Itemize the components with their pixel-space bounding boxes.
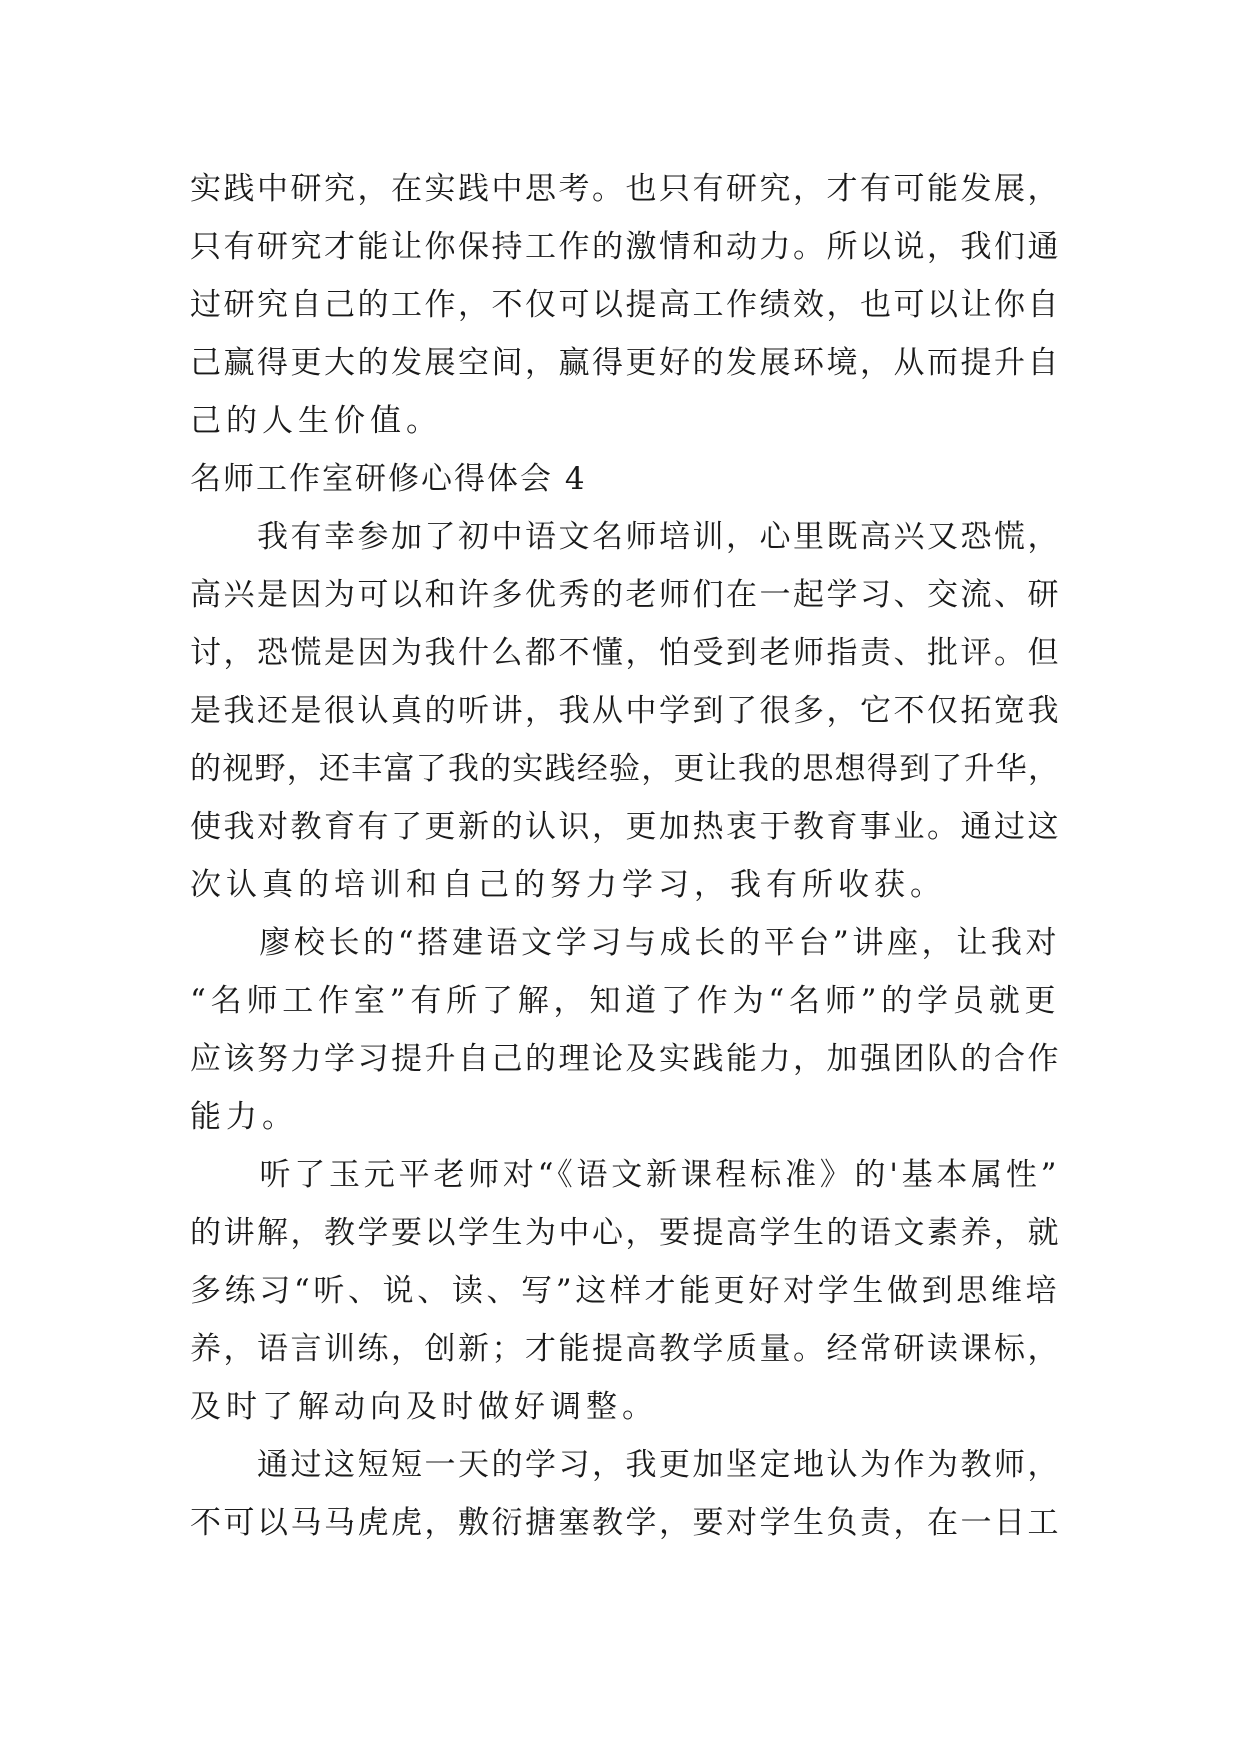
text-line: 能力。 — [190, 1099, 298, 1135]
text-line: 是我还是很认真的听讲，我从中学到了很多，它不仅拓宽我 — [190, 693, 1061, 729]
text-line: 高兴是因为可以和许多优秀的老师们在一起学习、交流、研 — [190, 577, 1061, 613]
text-line: 的讲解，教学要以学生为中心，要提高学生的语文素养，就 — [190, 1215, 1061, 1251]
text-line: 通过这短短一天的学习，我更加坚定地认为作为教师， — [190, 1447, 1061, 1483]
text-line: 实践中研究，在实践中思考。也只有研究，才有可能发展， — [190, 171, 1061, 207]
text-line: 多练习“听、说、读、写”这样才能更好对学生做到思维培 — [190, 1273, 1060, 1309]
section-heading: 名师工作室研修心得体会 4 — [190, 461, 587, 497]
text-line: 养，语言训练，创新；才能提高教学质量。经常研读课标， — [190, 1331, 1061, 1367]
text-line: 的视野，还丰富了我的实践经验，更让我的思想得到了升华， — [190, 751, 1060, 787]
text-line: 及时了解动向及时做好调整。 — [190, 1389, 658, 1425]
text-line: 次认真的培训和自己的努力学习，我有所收获。 — [190, 867, 946, 903]
text-line: 我有幸参加了初中语文名师培训，心里既高兴又恐慌， — [190, 519, 1061, 555]
text-line: “名师工作室”有所了解，知道了作为“名师”的学员就更 — [190, 983, 1060, 1019]
text-line: 过研究自己的工作，不仅可以提高工作绩效，也可以让你自 — [190, 287, 1061, 323]
text-line: 讨，恐慌是因为我什么都不懂，怕受到老师指责、批评。但 — [190, 635, 1061, 671]
text-line: 只有研究才能让你保持工作的激情和动力。所以说，我们通 — [190, 229, 1061, 265]
text-line: 己赢得更大的发展空间，赢得更好的发展环境，从而提升自 — [190, 345, 1061, 381]
text-line: 廖校长的“搭建语文学习与成长的平台”讲座，让我对 — [190, 925, 1060, 961]
text-line: 应该努力学习提升自己的理论及实践能力，加强团队的合作 — [190, 1041, 1061, 1077]
document-body — [190, 160, 1060, 1552]
text-line: 不可以马马虎虎，敷衍搪塞教学，要对学生负责，在一日工 — [190, 1505, 1061, 1541]
text-line: 己的人生价值。 — [190, 403, 442, 439]
text-line: 使我对教育有了更新的认识，更加热衷于教育事业。通过这 — [190, 809, 1061, 845]
text-line: 听了玉元平老师对“《语文新课程标准》的'基本属性” — [190, 1157, 1060, 1193]
